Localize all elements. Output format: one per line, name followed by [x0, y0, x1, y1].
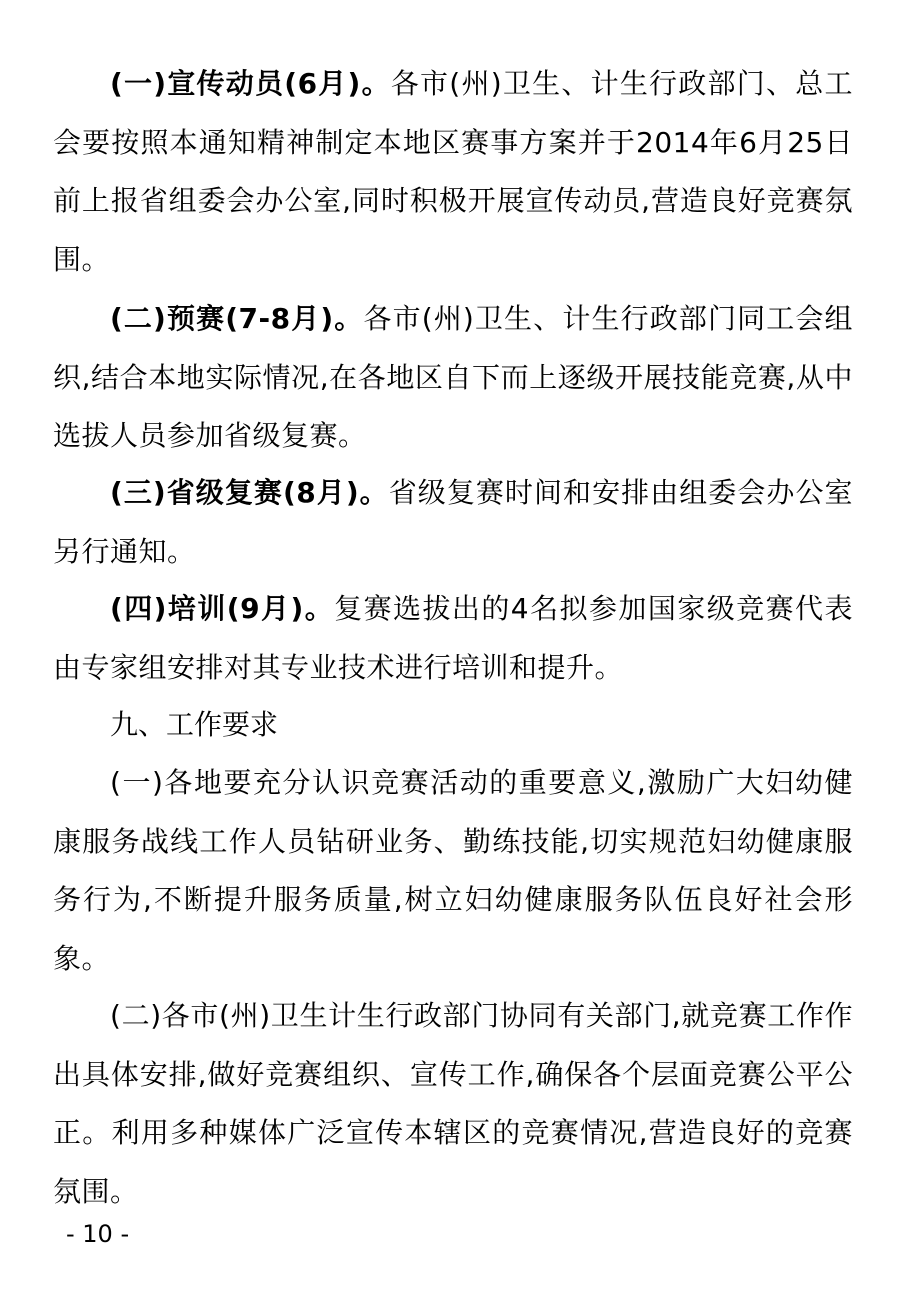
requirement-item-2: (二)各市(州)卫生计生行政部门协同有关部门,就竞赛工作作出具体安排,做好竞赛组织、宣传工作,确保各个层面竞赛公平公正。利用多种媒体广泛宣传本辖区的竞赛情况,营造良好的竞赛氛围。 — [53, 999, 853, 1208]
paragraph-lead: (三)省级复赛(8月)。 — [110, 476, 389, 509]
paragraph-training — [53, 580, 853, 697]
paragraph-provincial-rematch — [53, 464, 853, 581]
paragraph-text: 各市(州)卫生、计生行政部门同工会组织,结合本地实际情况,在各地区自下而上逐级开展技能竞赛,从中选拔人员参加省级复赛。 — [53, 302, 853, 452]
paragraph-text: 各市(州)卫生、计生行政部门、总工会要按照本通知精神制定本地区赛事方案并于2014年6月25日前上报省组委会办公室,同时积极开展宣传动员,营造良好竞赛氛围。 — [53, 67, 853, 276]
paragraph-lead: (四)培训(9月)。 — [110, 592, 335, 625]
paragraph-text: 省级复赛时间和安排由组委会办公室另行通知。 — [53, 476, 853, 568]
paragraph-lead: (二)预赛(7-8月)。 — [110, 302, 364, 335]
paragraph-lead: (一)宣传动员(6月)。 — [110, 67, 391, 100]
paragraph-text: 复赛选拔出的4名拟参加国家级竞赛代表由专家组安排对其专业技术进行培训和提升。 — [53, 592, 853, 684]
paragraph-publicity — [53, 55, 853, 289]
page-number: - 10 - — [66, 1220, 130, 1248]
section-heading: 九、工作要求 — [110, 708, 279, 741]
paragraph-preliminary — [53, 290, 853, 466]
requirement-item-1: (一)各地要充分认识竞赛活动的重要意义,激励广大妇幼健康服务战线工作人员钻研业务、勤练技能,切实规范妇幼健康服务行为,不断提升服务质量,树立妇幼健康服务队伍良好社会形象。 — [53, 766, 853, 975]
